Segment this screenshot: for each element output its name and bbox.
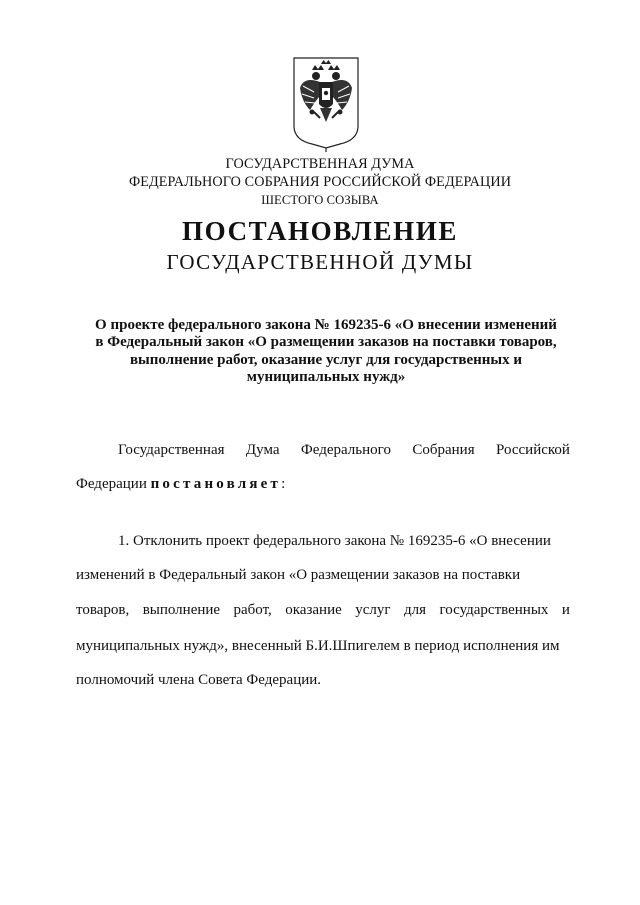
item1-line-1: 1. Отклонить проект федерального закона № 169235-6 «О внесении: [118, 533, 551, 549]
item1-line-3: [76, 600, 570, 620]
preamble-colon: :: [281, 476, 286, 492]
subject-line: О проекте федерального закона № 169235-6 «О внесении изменений: [95, 317, 557, 333]
item1-line-5: полномочий члена Совета Федерации.: [76, 672, 322, 688]
item1-word: услуг: [355, 602, 391, 618]
preamble-word: Российской: [496, 442, 570, 458]
item1-word: оказание: [285, 602, 342, 618]
item1-word: для: [403, 602, 426, 618]
document-subject: [76, 317, 576, 387]
item1-word: товаров,: [76, 602, 130, 618]
item1-word: государственных: [439, 602, 549, 618]
subject-line: муниципальных нужд»: [246, 369, 406, 386]
document-subtitle: ГОСУДАРСТВЕННОЙ ДУМЫ: [166, 250, 474, 274]
issuer-parliament: ФЕДЕРАЛЬНОГО СОБРАНИЯ РОССИЙСКОЙ ФЕДЕРАЦИИ: [128, 174, 512, 190]
item1-word: и: [561, 602, 570, 618]
item1-word: выполнение: [142, 602, 221, 618]
preamble-word: Государственная: [118, 442, 225, 458]
item1-line-2: изменений в Федеральный закон «О размещении заказов на поставки: [76, 567, 521, 583]
preamble-word: Дума: [245, 442, 280, 458]
item1-line-4: муниципальных нужд», внесенный Б.И.Шпигелем в период исполнения им: [76, 638, 560, 654]
resolves-word: постановляет: [150, 476, 282, 492]
item1-word: работ,: [233, 602, 272, 618]
convocation: ШЕСТОГО СОЗЫВА: [261, 193, 379, 207]
subject-line: выполнение работ, оказание услуг для государственных и: [129, 351, 523, 368]
document-title: ПОСТАНОВЛЕНИЕ: [182, 216, 458, 246]
preamble-line-1: [118, 440, 570, 460]
issuer-name: ГОСУДАРСТВЕННАЯ ДУМА: [225, 156, 415, 172]
preamble-word: Федерального: [300, 442, 391, 458]
subject-line: в Федеральный закон «О размещении заказов на поставки товаров,: [95, 334, 557, 351]
preamble-line-2: [76, 474, 570, 494]
preamble-federation: Федерации: [76, 476, 147, 492]
preamble-word: Собрания: [412, 442, 475, 458]
state-emblem-icon: [290, 56, 362, 152]
